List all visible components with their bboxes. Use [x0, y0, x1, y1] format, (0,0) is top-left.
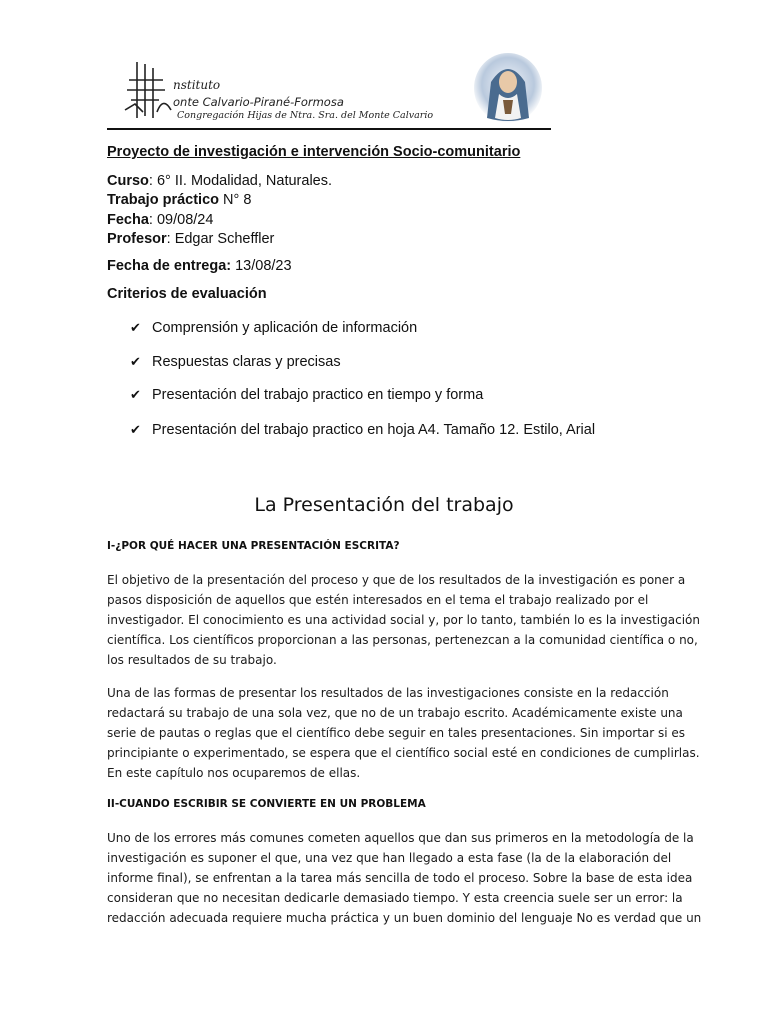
delivery-date-line	[107, 258, 292, 274]
criteria-item-text: Respuestas claras y precisas	[152, 354, 341, 370]
paragraph-line: Una de las formas de presentar los resultados de las investigaciones consiste en la redacción	[107, 686, 669, 700]
paragraph-line: investigador. El conocimiento es una actividad social y, por lo tanto, también lo es la investigación	[107, 613, 700, 627]
criteria-item-text: Presentación del trabajo practico en hoja A4. Tamaño 12. Estilo, Arial	[152, 422, 596, 438]
paragraph-1	[107, 570, 700, 670]
paragraph-line: pasos disposición de aquellos que estén interesados en el tema el trabajo realizado por el	[107, 593, 649, 607]
checkmark-icon: ✔	[130, 423, 141, 438]
teacher-value: : Edgar Scheffler	[166, 231, 275, 247]
teacher-label: Profesor	[107, 231, 167, 247]
project-title: Proyecto de investigación e intervención Socio-comunitario	[107, 144, 521, 160]
date-line	[107, 212, 213, 228]
teacher-line	[107, 231, 274, 247]
institution-name-line2: onte Calvario-Pirané-Formosa	[173, 95, 344, 109]
header-divider	[107, 128, 551, 130]
paragraph-line: redacción adecuada requiere mucha práctica y un buen dominio del lenguaje No es verdad que un	[107, 911, 702, 925]
criteria-item	[130, 422, 595, 438]
paragraph-line: consideran que no necesitan dedicarle demasiado tiempo. Y esta creencia suele ser un error: la	[107, 891, 683, 905]
paragraph-line: investigación es suponer el que, una vez que han llegado a esta fase (la de la elaboración del	[107, 851, 672, 865]
paragraph-line: serie de pautas o reglas que el científico debe seguir en tales presentaciones. Sin importar si es	[107, 726, 686, 740]
criteria-item-text: Presentación del trabajo practico en tiempo y forma	[152, 387, 484, 403]
criteria-title: Criterios de evaluación	[107, 286, 267, 302]
delivery-date-label: Fecha de entrega:	[107, 258, 232, 274]
paragraph-line: redactará su trabajo de una sola vez, que no de un trabajo escrito. Académicamente existe una	[107, 706, 683, 720]
tp-value: N° 8	[219, 192, 252, 208]
checkmark-icon: ✔	[130, 321, 141, 336]
date-value: : 09/08/24	[148, 212, 214, 228]
article-title: La Presentación del trabajo	[254, 494, 514, 516]
tp-line	[107, 192, 251, 208]
criteria-item-text: Comprensión y aplicación de información	[152, 320, 418, 336]
course-line	[107, 173, 332, 189]
criteria-item	[130, 320, 417, 336]
paragraph-line: informe final), se enfrentan a la tarea más sencilla de todo el proceso. Sobre la base de esta idea	[107, 871, 693, 885]
institution-name-line1: nstituto	[173, 78, 221, 92]
paragraph-line: El objetivo de la presentación del proceso y que de los resultados de la investigación es poner a	[107, 573, 686, 587]
section-heading-1: I-¿POR QUÉ HACER UNA PRESENTACIÓN ESCRITA?	[107, 540, 400, 552]
paragraph-line: En este capítulo nos ocuparemos de ellas.	[107, 766, 361, 780]
checkmark-icon: ✔	[130, 355, 141, 370]
paragraph-line: Uno de los errores más comunes cometen aquellos que dan sus primeros en la metodología de la	[107, 831, 694, 845]
saint-portrait-icon	[473, 52, 543, 124]
section-heading-2: II-CUANDO ESCRIBIR SE CONVIERTE EN UN PROBLEMA	[107, 798, 426, 810]
paragraph-line: principiante o experimentado, se espera que el científico social esté en condiciones de cumplirlas.	[107, 746, 700, 760]
delivery-date-value: 13/08/23	[231, 258, 292, 274]
tp-label: Trabajo práctico	[107, 192, 220, 208]
course-value: : 6° II. Modalidad, Naturales.	[148, 173, 333, 189]
paragraph-line: científica. Los científicos proporcionan a las personas, pertenezcan a la comunidad científica o no,	[107, 633, 698, 647]
paragraph-2	[107, 683, 700, 783]
congregation-name: Congregación Hijas de Ntra. Sra. del Monte Calvario	[177, 110, 434, 121]
institute-logo-icon	[123, 60, 175, 120]
course-label: Curso	[107, 173, 149, 189]
paragraph-3	[107, 828, 702, 928]
paragraph-line: los resultados de su trabajo.	[107, 653, 277, 667]
checkmark-icon: ✔	[130, 388, 141, 403]
criteria-item	[130, 354, 341, 370]
date-label: Fecha	[107, 212, 149, 228]
criteria-item	[130, 387, 483, 403]
